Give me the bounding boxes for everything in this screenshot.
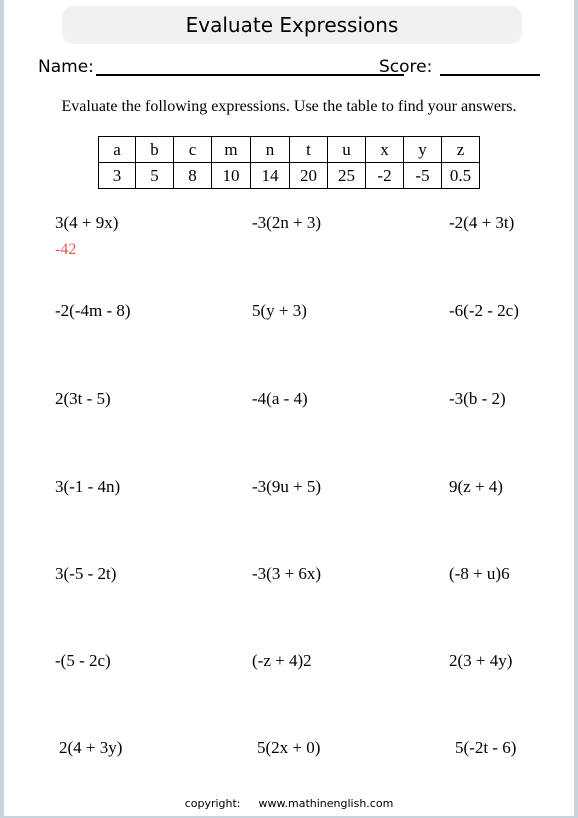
variable-row [99,137,480,163]
value-cell: -2 [366,163,404,189]
title-text: Evaluate Expressions [185,13,399,37]
value-cell: 5 [136,163,174,189]
problem-16: -(5 - 2c) [55,651,111,670]
problem-15: (-8 + u)6 [449,564,510,583]
problem-5: 5(y + 3) [252,301,307,320]
problem-9: -3(b - 2) [449,389,506,408]
footer [0,797,578,810]
variable-cell: n [251,137,290,163]
variable-cell: c [174,137,212,163]
variable-cell: z [442,137,480,163]
problem-1: 3(4 + 9x) [55,213,119,232]
problem-11: -3(9u + 5) [252,477,322,496]
name-score-row [38,55,548,83]
example-answer: -42 [55,241,77,258]
variable-cell: x [366,137,404,163]
name-label: Name: [38,57,94,77]
problem-7: 2(3t - 5) [55,389,111,408]
instructions: Evaluate the following expressions. Use the table to find your answers. [61,98,517,115]
variable-table [98,136,480,189]
problem-12: 9(z + 4) [449,477,503,496]
value-cell: 14 [251,163,290,189]
variable-cell: a [99,137,136,163]
page-title [62,6,522,44]
variable-cell: m [212,137,251,163]
copyright-label: copyright: [184,797,241,810]
value-cell: 3 [99,163,136,189]
value-cell: 20 [290,163,328,189]
problem-3: -2(4 + 3t) [449,213,515,232]
value-row [99,163,480,189]
variable-cell: u [328,137,366,163]
website-link[interactable]: www.mathinenglish.com [258,797,394,810]
problem-17: (-z + 4)2 [252,651,312,670]
problem-18: 2(3 + 4y) [449,651,513,670]
variable-cell: t [290,137,328,163]
variable-cell: b [136,137,174,163]
problem-10: 3(-1 - 4n) [55,477,121,496]
problem-14: -3(3 + 6x) [252,564,322,583]
variable-cell: y [404,137,442,163]
score-label: Score: [379,57,433,77]
value-cell: 10 [212,163,251,189]
value-cell: 0.5 [442,163,480,189]
problem-13: 3(-5 - 2t) [55,564,117,583]
problem-8: -4(a - 4) [252,389,308,408]
problem-4: -2(-4m - 8) [55,301,131,320]
value-cell: 8 [174,163,212,189]
problem-20: 5(2x + 0) [257,738,321,757]
problem-21: 5(-2t - 6) [455,738,517,757]
score-field[interactable] [440,74,540,76]
problem-6: -6(-2 - 2c) [449,301,519,320]
name-field[interactable] [96,74,404,76]
problem-2: -3(2n + 3) [252,213,322,232]
problem-19: 2(4 + 3y) [59,738,123,757]
value-cell: 25 [328,163,366,189]
value-cell: -5 [404,163,442,189]
